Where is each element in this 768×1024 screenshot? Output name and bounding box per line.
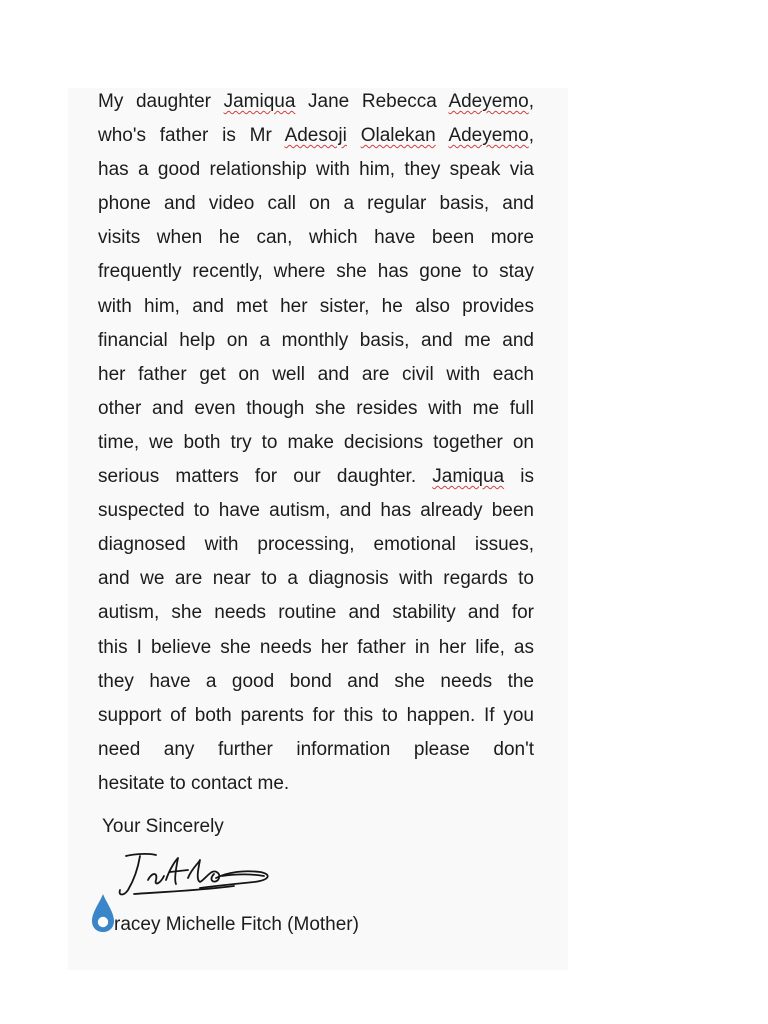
text-run: , [528,91,534,112]
letter-line [98,392,534,426]
text-run: , [528,125,534,147]
letter-line [98,358,534,392]
letter-line [98,494,534,528]
text-run: this I believe she needs her father in her life, as [98,636,534,658]
text-run: diagnosed with processing, emotional issues, [98,534,534,556]
spellcheck-word: Adeyemo [448,125,529,147]
letter-line [98,665,534,699]
text-run: with him, and met her sister, he also provides [98,295,534,317]
letter-line [98,699,534,733]
letter-line [98,255,534,289]
text-run: hesitate to contact me. [98,772,290,794]
spellcheck-word: Adeyemo [448,91,529,112]
text-run: serious matters for our daughter. [98,466,433,488]
water-drop-icon [90,892,116,934]
text-run: frequently recently, where she has gone to stay [98,261,534,283]
text-run: who's father is Mr [98,125,285,147]
letter-line [98,767,534,801]
text-run: need any further information please don't [98,738,534,760]
spellcheck-word: Olalekan [360,125,436,147]
text-run: has a good relationship with him, they speak via [98,159,534,181]
signer-name: racey Michelle Fitch (Mother) [114,914,359,935]
letter-line [98,528,534,562]
text-run: autism, she needs routine and stability and for [98,602,534,624]
letter-line [98,119,534,153]
text-run: phone and video call on a regular basis, and [98,193,534,215]
letter-line [98,221,534,255]
letter-line [98,153,534,187]
text-run: suspected to have autism, and has already been [98,500,534,522]
text-run: My daughter [98,91,224,112]
letter-line [98,324,534,358]
text-run [347,125,361,146]
spellcheck-word: Jamiqua [432,466,505,488]
letter-line [98,631,534,665]
text-run: visits when he can, which have been more [98,227,534,249]
text-run [436,125,449,146]
letter-line [98,460,534,494]
letter-line [98,562,534,596]
letter-line [98,426,534,460]
letter-line [98,733,534,767]
text-run: is [504,466,534,488]
text-run: they have a good bond and she needs the [98,670,534,692]
text-run: time, we both try to make decisions together on [98,431,534,453]
text-run: support of both parents for this to happen. If you [98,704,534,726]
spellcheck-word: Jamiqua [223,91,296,112]
signature [104,850,276,902]
text-run: Jane Rebecca [295,91,449,112]
letter-line [98,290,534,324]
text-run: her father get on well and are civil with each [98,363,534,385]
text-run: other and even though she resides with me full [98,397,534,419]
letter-body [98,85,534,801]
letter-line [98,596,534,630]
text-run: financial help on a monthly basis, and me and [98,329,534,351]
letter-line [98,85,534,119]
letter-line [98,187,534,221]
text-run: and we are near to a diagnosis with regards to [98,568,534,590]
closing-salutation: Your Sincerely [102,816,224,837]
spellcheck-word: Adesoji [284,125,347,147]
